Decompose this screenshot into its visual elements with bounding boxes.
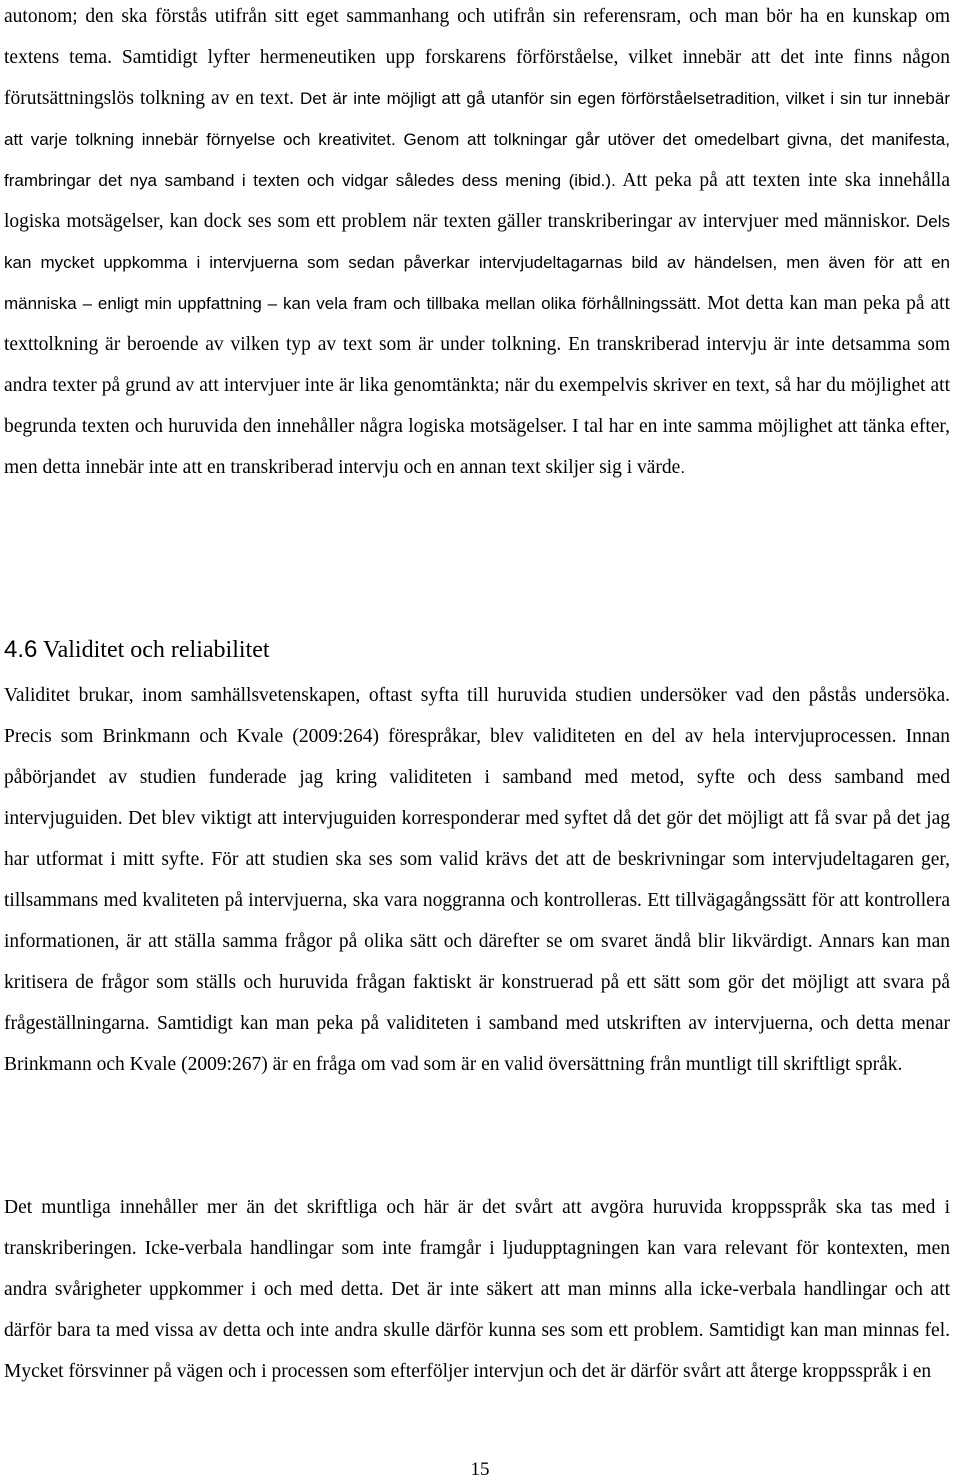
paragraph-text: Det är inte möjligt att gå utanför sin egen förförståelsetradition, vilket i sin tur innebär att varje tolkning innebär förnyelse och kreativitet. Genom att tolkningar går utöver det omedelbart givna, det manifesta, frambringar det nya samband i texten och vidgar således dess mening (ibid.). [4, 89, 950, 190]
body-paragraph: Validitet brukar, inom samhällsvetenskapen, oftast syfta till huruvida studien undersöker vad den påstås undersöka. Precis som Brinkmann och Kvale (2009:264) förespråkar, blev validiteten en del av hela intervjuprocessen. Innan påbörjandet av studien funderade jag kring validiteten i samband med metod, syfte och dess samband med intervjuguiden. Det blev viktigt att intervjuguiden korresponderar med syftet då det gör det möjligt att få svar på det jag har utformat i mitt syfte. För att studien ska ses som valid krävs det att de beskrivningar som intervjudeltagaren ger, tillsammans med kvaliteten på intervjuerna, ska vara noggranna och kontrolleras. Ett tillvägagångssätt för att kontrollera informationen, är att ställa samma frågor på olika sätt och därefter se om svaret ändå blir likvärdigt. Annars kan man kritisera de frågor som ställs och huruvida frågan faktiskt är konstruerad på ett sätt som gör det möjligt att svara på frågeställningarna. Samtidigt kan man peka på validiteten i samband med utskriften av intervjuerna, och detta menar Brinkmann och Kvale (2009:267) är en fråga om vad som är en valid översättning från muntligt till skriftligt språk. [4, 685, 950, 1075]
section-number: 4.6 [4, 636, 38, 663]
paragraph-text: Mot detta kan man peka på att texttolkning är beroende av vilken typ av text som är under tolkning. En transkriberad intervju är inte detsamma som andra texter på grund av att intervjuer inte är lika genomtänkta; när du exempelvis skriver en text, så har du möjlighet att begrunda texten och huruvida den innehåller några logiska motsägelser. I tal har en inte samma möjlighet att tänka efter, men detta innebär inte att en transkriberad intervju och en annan text skiljer sig i värde [4, 293, 950, 478]
section-title: Validitet och reliabilitet [37, 637, 270, 663]
paragraph-text: autonom; den ska förstås utifrån sitt eget sammanhang och utifrån sin referensram, och man bör ha en kunskap om textens tema. Samtidigt lyfter hermeneutiken upp forskarens förförståelse, vilket innebär att det inte finns någon förutsättningslös tolkning av en text. [4, 6, 950, 109]
paragraph-text: Dels kan mycket uppkomma i intervjuerna som sedan påverkar intervjudeltagarnas bild av händelsen, men även för att en människa – enligt min uppfattning – kan vela fram och tillbaka mellan olika förhållningssätt. [4, 212, 950, 313]
paragraph-text: . [680, 458, 686, 477]
section-heading [4, 632, 270, 668]
body-paragraph: Det muntliga innehåller mer än det skriftliga och här är det svårt att avgöra huruvida kroppsspråk ska tas med i transkriberingen. Icke-verbala handlingar som inte framgår i ljudupptagningen kan vara relevant för kontexten, men andra svårigheter uppkommer i och med detta. Det är inte säkert att man minns alla icke-verbala handlingar och att därför bara ta med vissa av detta och inte andra skulle därför kunna ses som ett problem. Samtidigt kan man minnas fel. Mycket försvinner på vägen och i processen som efterföljer intervjun och det är därför svårt att återge kroppsspråk i en [4, 1197, 950, 1382]
page-number: 15 [470, 1459, 490, 1480]
paragraph-text: Att peka på att texten inte ska innehålla logiska motsägelser, kan dock ses som ett problem när texten gäller transkriberingar av intervjuer med människor. [4, 170, 950, 232]
body-paragraph [4, 0, 950, 488]
